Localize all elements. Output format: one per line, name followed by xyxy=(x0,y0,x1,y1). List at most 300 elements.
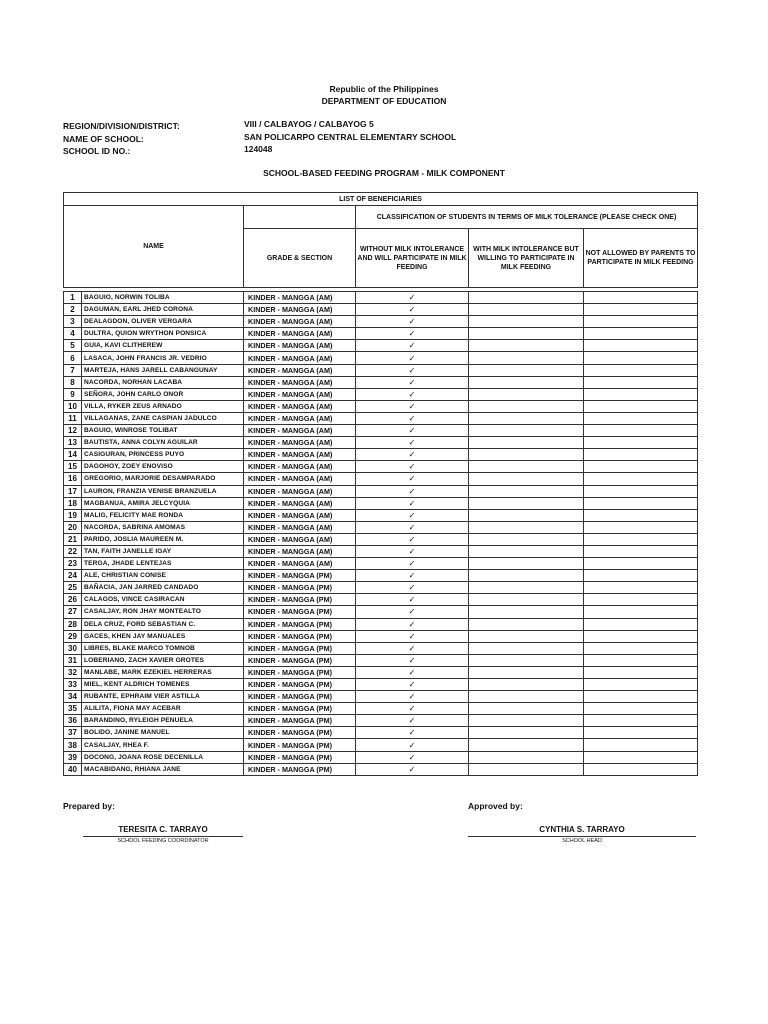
row-with-check xyxy=(469,388,584,400)
table-row xyxy=(64,473,698,485)
row-with-check xyxy=(469,352,584,364)
table-row xyxy=(64,654,698,666)
row-number: 27 xyxy=(64,606,82,618)
row-without-check: ✓ xyxy=(356,497,469,509)
row-grade-section: KINDER - MANGGA (PM) xyxy=(244,582,356,594)
row-number: 9 xyxy=(64,388,82,400)
row-not-allowed-check xyxy=(584,328,698,340)
row-not-allowed-check xyxy=(584,364,698,376)
table-row xyxy=(64,679,698,691)
row-grade-section: KINDER - MANGGA (AM) xyxy=(244,364,356,376)
row-without-check: ✓ xyxy=(356,594,469,606)
row-number: 29 xyxy=(64,630,82,642)
row-without-check: ✓ xyxy=(356,473,469,485)
row-name: MIEL, KENT ALDRICH TOMENES xyxy=(82,679,244,691)
row-number: 2 xyxy=(64,304,82,316)
row-without-check: ✓ xyxy=(356,340,469,352)
row-not-allowed-check xyxy=(584,691,698,703)
row-grade-section: KINDER - MANGGA (AM) xyxy=(244,521,356,533)
row-grade-section: KINDER - MANGGA (AM) xyxy=(244,376,356,388)
table-row xyxy=(64,376,698,388)
row-not-allowed-check xyxy=(584,630,698,642)
approved-signature-line xyxy=(468,836,696,837)
row-grade-section: KINDER - MANGGA (AM) xyxy=(244,328,356,340)
row-without-check: ✓ xyxy=(356,328,469,340)
beneficiaries-table xyxy=(63,192,698,776)
row-name: MAGBANUA, AMIRA JELCYQUIA xyxy=(82,497,244,509)
row-name: GREGORIO, MARJORIE DESAMPARADO xyxy=(82,473,244,485)
row-without-check: ✓ xyxy=(356,533,469,545)
blank-header-cell xyxy=(244,206,356,229)
row-with-check xyxy=(469,666,584,678)
row-number: 30 xyxy=(64,642,82,654)
row-grade-section: KINDER - MANGGA (PM) xyxy=(244,727,356,739)
row-not-allowed-check xyxy=(584,570,698,582)
table-row xyxy=(64,582,698,594)
table-row xyxy=(64,666,698,678)
row-without-check: ✓ xyxy=(356,364,469,376)
row-number: 20 xyxy=(64,521,82,533)
row-not-allowed-check xyxy=(584,340,698,352)
table-row xyxy=(64,425,698,437)
row-not-allowed-check xyxy=(584,545,698,557)
table-row xyxy=(64,618,698,630)
classification-header: CLASSIFICATION OF STUDENTS IN TERMS OF MILK TOLERANCE (PLEASE CHECK ONE) xyxy=(356,206,698,229)
row-without-check: ✓ xyxy=(356,509,469,521)
row-number: 18 xyxy=(64,497,82,509)
row-name: BAGUIO, NORWIN TOLIBA xyxy=(82,292,244,304)
row-number: 3 xyxy=(64,316,82,328)
row-name: PARIDO, JOSLIA MAUREEN M. xyxy=(82,533,244,545)
table-row xyxy=(64,400,698,412)
row-name: NACORDA, NORHAN LACABA xyxy=(82,376,244,388)
row-grade-section: KINDER - MANGGA (AM) xyxy=(244,533,356,545)
row-grade-section: KINDER - MANGGA (PM) xyxy=(244,594,356,606)
row-not-allowed-check xyxy=(584,352,698,364)
row-with-check xyxy=(469,292,584,304)
row-not-allowed-check xyxy=(584,509,698,521)
row-number: 15 xyxy=(64,461,82,473)
row-without-check: ✓ xyxy=(356,570,469,582)
row-not-allowed-check xyxy=(584,654,698,666)
row-without-check: ✓ xyxy=(356,352,469,364)
row-grade-section: KINDER - MANGGA (AM) xyxy=(244,304,356,316)
row-without-check: ✓ xyxy=(356,425,469,437)
row-not-allowed-check xyxy=(584,727,698,739)
table-row xyxy=(64,521,698,533)
row-with-check xyxy=(469,703,584,715)
row-name: BAUTISTA, ANNA COLYN AGUILAR xyxy=(82,437,244,449)
row-number: 14 xyxy=(64,449,82,461)
row-with-check xyxy=(469,558,584,570)
row-grade-section: KINDER - MANGGA (AM) xyxy=(244,316,356,328)
table-row xyxy=(64,364,698,376)
row-not-allowed-check xyxy=(584,703,698,715)
row-not-allowed-check xyxy=(584,425,698,437)
row-not-allowed-check xyxy=(584,739,698,751)
row-with-check xyxy=(469,606,584,618)
table-row xyxy=(64,763,698,775)
row-name: TERGA, JHADE LENTEJAS xyxy=(82,558,244,570)
row-without-check: ✓ xyxy=(356,558,469,570)
row-without-check: ✓ xyxy=(356,606,469,618)
row-with-check xyxy=(469,328,584,340)
row-number: 4 xyxy=(64,328,82,340)
row-not-allowed-check xyxy=(584,642,698,654)
row-name: LAURON, FRANZIA VENISE BRANZUELA xyxy=(82,485,244,497)
row-name: CASALJAY, RON JHAY MONTEALTO xyxy=(82,606,244,618)
row-grade-section: KINDER - MANGGA (AM) xyxy=(244,437,356,449)
row-name: DAGUMAN, EARL JHED CORONA xyxy=(82,304,244,316)
row-with-check xyxy=(469,376,584,388)
row-with-check xyxy=(469,400,584,412)
row-number: 34 xyxy=(64,691,82,703)
row-grade-section: KINDER - MANGGA (AM) xyxy=(244,352,356,364)
table-row xyxy=(64,606,698,618)
row-without-check: ✓ xyxy=(356,727,469,739)
row-number: 16 xyxy=(64,473,82,485)
row-with-check xyxy=(469,642,584,654)
col-with-header: WITH MILK INTOLERANCE BUT WILLING TO PARTICIPATE IN MILK FEEDING xyxy=(469,229,584,288)
row-not-allowed-check xyxy=(584,461,698,473)
row-name: DAGOHOY, ZOEY ENOVISO xyxy=(82,461,244,473)
row-name: MARTEJA, HANS JARELL CABANGUNAY xyxy=(82,364,244,376)
row-number: 25 xyxy=(64,582,82,594)
row-with-check xyxy=(469,473,584,485)
row-name: BAÑACIA, JAN JARRED CANDADO xyxy=(82,582,244,594)
region-value: VIII / CALBAYOG / CALBAYOG 5 xyxy=(244,119,374,129)
row-number: 6 xyxy=(64,352,82,364)
row-not-allowed-check xyxy=(584,558,698,570)
row-grade-section: KINDER - MANGGA (PM) xyxy=(244,642,356,654)
row-not-allowed-check xyxy=(584,606,698,618)
row-without-check: ✓ xyxy=(356,618,469,630)
row-without-check: ✓ xyxy=(356,691,469,703)
row-number: 33 xyxy=(64,679,82,691)
row-number: 21 xyxy=(64,533,82,545)
row-without-check: ✓ xyxy=(356,642,469,654)
row-without-check: ✓ xyxy=(356,316,469,328)
row-grade-section: KINDER - MANGGA (PM) xyxy=(244,654,356,666)
table-row xyxy=(64,545,698,557)
row-number: 36 xyxy=(64,715,82,727)
table-row xyxy=(64,449,698,461)
row-grade-section: KINDER - MANGGA (PM) xyxy=(244,606,356,618)
table-row xyxy=(64,739,698,751)
row-number: 38 xyxy=(64,739,82,751)
row-grade-section: KINDER - MANGGA (AM) xyxy=(244,340,356,352)
table-row xyxy=(64,437,698,449)
table-row xyxy=(64,304,698,316)
row-with-check xyxy=(469,763,584,775)
approved-role: SCHOOL HEAD xyxy=(562,838,602,844)
row-with-check xyxy=(469,364,584,376)
row-without-check: ✓ xyxy=(356,763,469,775)
row-name: DOCONG, JOANA ROSE DECENILLA xyxy=(82,751,244,763)
row-name: DELA CRUZ, FORD SEBASTIAN C. xyxy=(82,618,244,630)
row-without-check: ✓ xyxy=(356,751,469,763)
region-label: REGION/DIVISION/DISTRICT: xyxy=(63,121,180,131)
row-with-check xyxy=(469,618,584,630)
row-name: VILLA, RYKER ZEUS ARNADO xyxy=(82,400,244,412)
table-row xyxy=(64,727,698,739)
row-number: 13 xyxy=(64,437,82,449)
row-without-check: ✓ xyxy=(356,412,469,424)
row-with-check xyxy=(469,425,584,437)
row-number: 7 xyxy=(64,364,82,376)
row-with-check xyxy=(469,412,584,424)
row-name: MACABIDANG, RHIANA JANE xyxy=(82,763,244,775)
row-without-check: ✓ xyxy=(356,630,469,642)
row-not-allowed-check xyxy=(584,582,698,594)
row-grade-section: KINDER - MANGGA (AM) xyxy=(244,558,356,570)
row-name: CALAGOS, VINCE CASIRACAN xyxy=(82,594,244,606)
row-with-check xyxy=(469,630,584,642)
table-row xyxy=(64,594,698,606)
school-id-label: SCHOOL ID NO.: xyxy=(63,146,131,156)
row-name: DULTRA, QUION WRYTHON PONSICA xyxy=(82,328,244,340)
row-number: 1 xyxy=(64,292,82,304)
row-not-allowed-check xyxy=(584,473,698,485)
row-number: 39 xyxy=(64,751,82,763)
row-number: 28 xyxy=(64,618,82,630)
header-department: DEPARTMENT OF EDUCATION xyxy=(321,96,447,106)
row-not-allowed-check xyxy=(584,400,698,412)
row-without-check: ✓ xyxy=(356,485,469,497)
table-row xyxy=(64,328,698,340)
row-name: ALILITA, FIONA MAY ACEBAR xyxy=(82,703,244,715)
row-not-allowed-check xyxy=(584,715,698,727)
row-without-check: ✓ xyxy=(356,376,469,388)
row-not-allowed-check xyxy=(584,304,698,316)
row-number: 10 xyxy=(64,400,82,412)
row-without-check: ✓ xyxy=(356,521,469,533)
row-not-allowed-check xyxy=(584,751,698,763)
row-with-check xyxy=(469,654,584,666)
row-not-allowed-check xyxy=(584,316,698,328)
table-row xyxy=(64,642,698,654)
header-republic: Republic of the Philippines xyxy=(329,84,439,94)
row-grade-section: KINDER - MANGGA (PM) xyxy=(244,679,356,691)
row-name: BOLIDO, JANINE MANUEL xyxy=(82,727,244,739)
row-with-check xyxy=(469,461,584,473)
row-not-allowed-check xyxy=(584,618,698,630)
row-with-check xyxy=(469,727,584,739)
table-row xyxy=(64,412,698,424)
row-grade-section: KINDER - MANGGA (AM) xyxy=(244,388,356,400)
row-with-check xyxy=(469,304,584,316)
table-row xyxy=(64,485,698,497)
row-name: TAN, FAITH JANELLE IGAY xyxy=(82,545,244,557)
row-with-check xyxy=(469,437,584,449)
row-without-check: ✓ xyxy=(356,400,469,412)
row-grade-section: KINDER - MANGGA (PM) xyxy=(244,763,356,775)
row-name: MANLABE, MARK EZEKIEL HERRERAS xyxy=(82,666,244,678)
table-row xyxy=(64,352,698,364)
table-row xyxy=(64,316,698,328)
row-with-check xyxy=(469,679,584,691)
row-with-check xyxy=(469,739,584,751)
prepared-role: SCHOOL FEEDING COORDINATOR xyxy=(117,838,209,844)
row-with-check xyxy=(469,340,584,352)
row-without-check: ✓ xyxy=(356,461,469,473)
row-not-allowed-check xyxy=(584,292,698,304)
row-with-check xyxy=(469,533,584,545)
row-name: LASACA, JOHN FRANCIS JR. VEDRIO xyxy=(82,352,244,364)
row-number: 8 xyxy=(64,376,82,388)
row-grade-section: KINDER - MANGGA (PM) xyxy=(244,703,356,715)
row-with-check xyxy=(469,751,584,763)
row-not-allowed-check xyxy=(584,666,698,678)
row-with-check xyxy=(469,582,584,594)
row-with-check xyxy=(469,497,584,509)
row-grade-section: KINDER - MANGGA (AM) xyxy=(244,400,356,412)
row-without-check: ✓ xyxy=(356,666,469,678)
row-grade-section: KINDER - MANGGA (PM) xyxy=(244,715,356,727)
row-grade-section: KINDER - MANGGA (AM) xyxy=(244,497,356,509)
row-grade-section: KINDER - MANGGA (AM) xyxy=(244,485,356,497)
row-name: GACES, KHEN JAY MANUALES xyxy=(82,630,244,642)
row-with-check xyxy=(469,594,584,606)
row-with-check xyxy=(469,509,584,521)
row-grade-section: KINDER - MANGGA (AM) xyxy=(244,292,356,304)
row-number: 35 xyxy=(64,703,82,715)
row-name: RUBANTE, EPHRAIM VIER ASTILLA xyxy=(82,691,244,703)
row-name: SEÑORA, JOHN CARLO ONOR xyxy=(82,388,244,400)
row-not-allowed-check xyxy=(584,533,698,545)
row-grade-section: KINDER - MANGGA (AM) xyxy=(244,509,356,521)
school-label: NAME OF SCHOOL: xyxy=(63,134,144,144)
row-not-allowed-check xyxy=(584,376,698,388)
table-row xyxy=(64,497,698,509)
row-name: BARANDINO, RYLEIGH PENUELA xyxy=(82,715,244,727)
row-without-check: ✓ xyxy=(356,545,469,557)
table-row xyxy=(64,630,698,642)
row-number: 31 xyxy=(64,654,82,666)
approved-name: CYNTHIA S. TARRAYO xyxy=(539,825,625,834)
row-number: 19 xyxy=(64,509,82,521)
row-grade-section: KINDER - MANGGA (PM) xyxy=(244,618,356,630)
row-not-allowed-check xyxy=(584,679,698,691)
row-without-check: ✓ xyxy=(356,703,469,715)
row-number: 11 xyxy=(64,412,82,424)
row-without-check: ✓ xyxy=(356,449,469,461)
row-name: ALE, CHRISTIAN CONISE xyxy=(82,570,244,582)
row-without-check: ✓ xyxy=(356,292,469,304)
prepared-by-label: Prepared by: xyxy=(63,801,115,811)
row-not-allowed-check xyxy=(584,497,698,509)
row-without-check: ✓ xyxy=(356,437,469,449)
row-number: 26 xyxy=(64,594,82,606)
row-number: 17 xyxy=(64,485,82,497)
row-number: 5 xyxy=(64,340,82,352)
table-row xyxy=(64,751,698,763)
row-without-check: ✓ xyxy=(356,304,469,316)
row-not-allowed-check xyxy=(584,594,698,606)
row-not-allowed-check xyxy=(584,521,698,533)
row-number: 12 xyxy=(64,425,82,437)
row-grade-section: KINDER - MANGGA (PM) xyxy=(244,570,356,582)
table-row xyxy=(64,340,698,352)
row-grade-section: KINDER - MANGGA (PM) xyxy=(244,751,356,763)
row-without-check: ✓ xyxy=(356,679,469,691)
row-with-check xyxy=(469,521,584,533)
col-not-allowed-header: NOT ALLOWED BY PARENTS TO PARTICIPATE IN MILK FEEDING xyxy=(584,229,698,288)
row-without-check: ✓ xyxy=(356,739,469,751)
row-with-check xyxy=(469,715,584,727)
row-grade-section: KINDER - MANGGA (PM) xyxy=(244,691,356,703)
row-with-check xyxy=(469,449,584,461)
row-name: BAGUIO, WINROSE TOLIBAT xyxy=(82,425,244,437)
row-not-allowed-check xyxy=(584,485,698,497)
row-grade-section: KINDER - MANGGA (PM) xyxy=(244,666,356,678)
row-number: 32 xyxy=(64,666,82,678)
row-without-check: ✓ xyxy=(356,582,469,594)
row-name: MALIG, FELICITY MAE RONDA xyxy=(82,509,244,521)
row-grade-section: KINDER - MANGGA (PM) xyxy=(244,630,356,642)
approved-by-label: Approved by: xyxy=(468,801,523,811)
row-without-check: ✓ xyxy=(356,654,469,666)
row-not-allowed-check xyxy=(584,449,698,461)
table-row xyxy=(64,461,698,473)
row-number: 23 xyxy=(64,558,82,570)
row-number: 37 xyxy=(64,727,82,739)
row-name: NACORDA, SABRINA AMOMAS xyxy=(82,521,244,533)
program-title: SCHOOL-BASED FEEDING PROGRAM - MILK COMPONENT xyxy=(263,168,505,178)
row-with-check xyxy=(469,545,584,557)
table-row xyxy=(64,388,698,400)
row-without-check: ✓ xyxy=(356,388,469,400)
row-number: 40 xyxy=(64,763,82,775)
row-with-check xyxy=(469,691,584,703)
col-name-header: NAME xyxy=(64,206,244,288)
table-row xyxy=(64,691,698,703)
row-name: CASALJAY, RHEA F. xyxy=(82,739,244,751)
row-not-allowed-check xyxy=(584,388,698,400)
row-without-check: ✓ xyxy=(356,715,469,727)
row-name: LOBERIANO, ZACH XAVIER GROTES xyxy=(82,654,244,666)
row-grade-section: KINDER - MANGGA (AM) xyxy=(244,545,356,557)
table-row xyxy=(64,292,698,304)
row-grade-section: KINDER - MANGGA (AM) xyxy=(244,449,356,461)
row-with-check xyxy=(469,570,584,582)
school-id-value: 124048 xyxy=(244,144,273,154)
table-row xyxy=(64,703,698,715)
row-with-check xyxy=(469,316,584,328)
row-number: 24 xyxy=(64,570,82,582)
row-grade-section: KINDER - MANGGA (PM) xyxy=(244,739,356,751)
row-name: LIBRES, BLAKE MARCO TOMNOB xyxy=(82,642,244,654)
table-row xyxy=(64,570,698,582)
row-grade-section: KINDER - MANGGA (AM) xyxy=(244,412,356,424)
col-without-header: WITHOUT MILK INTOLERANCE AND WILL PARTICIPATE IN MILK FEEDING xyxy=(356,229,469,288)
row-name: DEALAGDON, OLIVER VERGARA xyxy=(82,316,244,328)
table-row xyxy=(64,715,698,727)
row-number: 22 xyxy=(64,545,82,557)
row-not-allowed-check xyxy=(584,437,698,449)
table-row xyxy=(64,533,698,545)
row-name: GUIA, KAVI CLITHEREW xyxy=(82,340,244,352)
prepared-signature-line xyxy=(83,836,243,837)
row-grade-section: KINDER - MANGGA (AM) xyxy=(244,461,356,473)
table-row xyxy=(64,558,698,570)
row-not-allowed-check xyxy=(584,763,698,775)
prepared-name: TERESITA C. TARRAYO xyxy=(118,825,208,834)
row-name: CASIGURAN, PRINCESS PUYO xyxy=(82,449,244,461)
row-name: VILLAGANAS, ZANE CASPIAN JADULCO xyxy=(82,412,244,424)
table-row xyxy=(64,509,698,521)
col-grade-header: GRADE & SECTION xyxy=(244,229,356,288)
